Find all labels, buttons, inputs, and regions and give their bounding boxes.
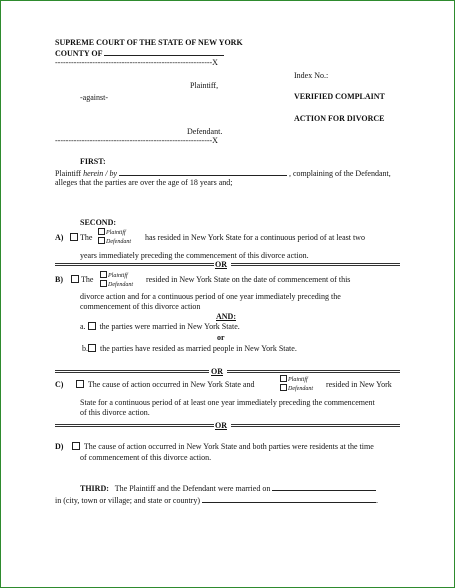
option-b-party-choice: Plaintiff Defendant [100,271,133,289]
option-b-the: The [71,275,93,285]
first-line-1: Plaintiff herein / by , complaining of the Defendant, [55,169,391,178]
or-divider-left-1 [55,263,214,266]
option-d-label: D) [55,442,64,451]
option-b-text-3: commencement of this divorce action [80,302,201,311]
option-d-text-1: The cause of action occurred in New York State and both parties were residents at the time [72,442,374,452]
or-divider-left-3 [55,424,214,427]
option-a-defendant-checkbox[interactable] [98,237,105,244]
option-b-plaintiff-checkbox[interactable] [100,271,107,278]
third-line-1: THIRD: The Plaintiff and the Defendant were married on [80,483,376,494]
sub-a-checkbox[interactable] [88,322,96,330]
sub-b-checkbox[interactable] [88,344,96,352]
option-a-party-choice: Plaintiff Defendant [98,228,131,246]
county-field[interactable] [104,48,224,56]
or-divider-right-3 [231,424,400,427]
option-c-party-choice: Plaintiff Defendant [280,375,313,393]
second-heading: SECOND: [80,218,117,227]
option-b-sub-b: b. the parties have resided as married people in New York State. [82,344,297,353]
option-b-checkbox[interactable] [71,275,79,283]
county-label: COUNTY OF [55,48,224,59]
option-a-checkbox[interactable] [70,233,78,241]
plaintiff-name-field[interactable] [119,168,287,176]
plaintiff-label: Plaintiff, [190,81,219,90]
index-no-label: Index No.: [294,71,329,80]
against-label: -against- [80,93,108,102]
or-divider-left-2 [55,370,209,373]
document-title-2: ACTION FOR DIVORCE [294,114,385,123]
or-divider-3: OR [215,421,227,430]
option-c-text-2: State for a continuous period of at least one year immediately preceding the commencement [80,398,375,407]
or-small-label: or [217,333,225,342]
option-c-defendant-checkbox[interactable] [280,384,287,391]
defendant-label: Defendant. [187,127,223,136]
option-c-text-1b: resided in New York [326,380,392,389]
option-b-sub-a: a. the parties were married in New York State. [80,322,240,331]
option-b-label: B) [55,275,63,284]
third-line-2: in (city, town or village; and state or country) . [55,496,378,505]
option-c-plaintiff-checkbox[interactable] [280,375,287,382]
option-c-text-3: of this divorce action. [80,408,150,417]
marriage-place-field[interactable] [202,495,376,503]
option-c-label: C) [55,380,64,389]
or-divider-2: OR [211,367,223,376]
and-label: AND: [216,312,236,321]
or-divider-right-1 [231,263,400,266]
option-c-text-1: The cause of action occurred in New York State and [76,380,254,390]
caption-separator: -----------------------------------------------------------X [55,58,218,67]
first-heading: FIRST: [80,157,106,166]
option-b-text-2: divorce action and for a continuous period of one year immediately preceding the [80,292,341,301]
or-divider-right-2 [227,370,400,373]
caption-separator-2: -----------------------------------------------------------X [55,136,218,145]
or-divider-1: OR [215,260,227,269]
option-d-checkbox[interactable] [72,442,80,450]
option-b-defendant-checkbox[interactable] [100,280,107,287]
option-c-checkbox[interactable] [76,380,84,388]
option-a-text-1: has resided in New York State for a continuous period of at least two [145,233,365,242]
first-line-2: alleges that the parties are over the age of 18 years and; [55,178,233,187]
document-title-1: VERIFIED COMPLAINT [294,92,385,101]
option-a-the: The [70,233,92,243]
option-b-text-1: resided in New York State on the date of commencement of this [146,275,351,284]
court-name: SUPREME COURT OF THE STATE OF NEW YORK [55,38,243,47]
option-d-text-2: of commencement of this divorce action. [80,453,212,462]
option-a-plaintiff-checkbox[interactable] [98,228,105,235]
marriage-date-field[interactable] [272,483,376,491]
option-a-text-2: years immediately preceding the commencement of this divorce action. [80,251,309,260]
option-a-label: A) [55,233,64,242]
